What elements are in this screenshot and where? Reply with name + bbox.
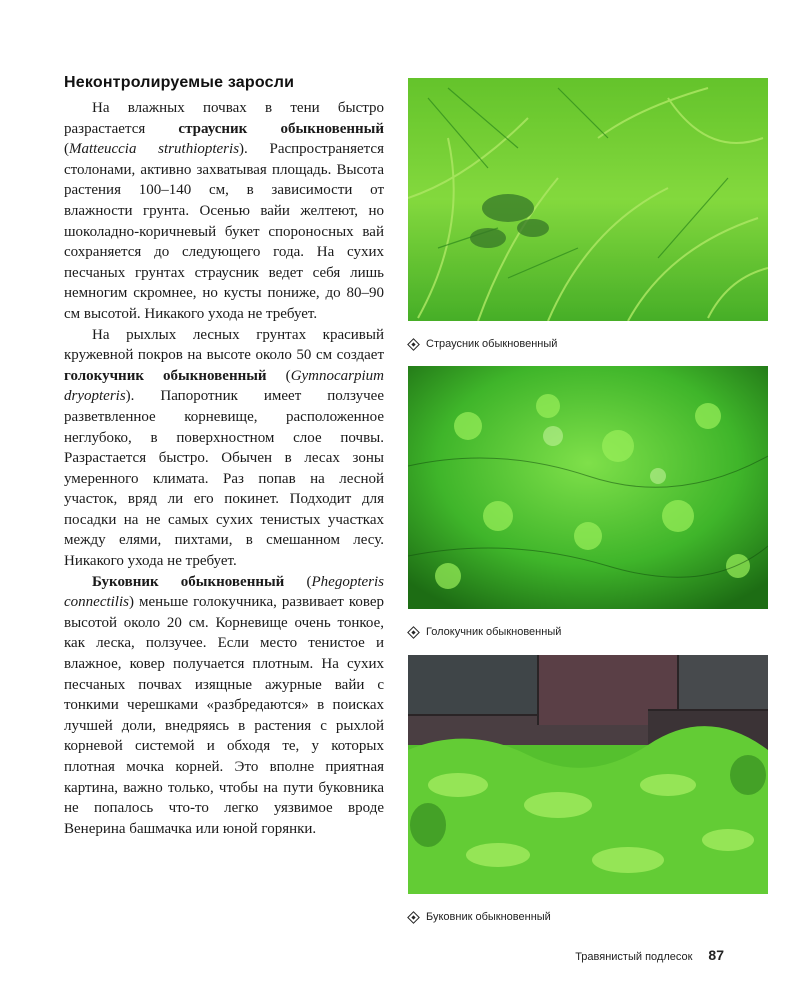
figure-caption (408, 626, 768, 638)
p3-latin-name: Phegopteris connectilis (64, 573, 384, 611)
beech-fern-photo (408, 655, 768, 894)
figure-caption (408, 338, 768, 350)
caption-text: Буковник обыкновенный (426, 911, 551, 923)
p1-text-c: ( (64, 141, 69, 158)
paragraph-ostrich-fern (64, 98, 384, 325)
p1-text-e: ). Распространяется столонами, активно захватывая площадь. Высота растения 100–140 см, в зависимости от влажности грунта. Осенью вайи желтеют, но шоколадно-коричневый букет спороносных вай сохраняется до следующего года. На сухих песчаных грунтах страусник ведет себя лишь немногим скромнее, но кусты пониже, до 80–90 см высотой. Никакого ухода не требует. (64, 141, 384, 322)
figure-ostrich-fern (408, 78, 768, 350)
running-title: Травянистый подлесок (575, 951, 693, 963)
p3-text-c: ( (284, 573, 312, 590)
page-number: 87 (708, 947, 724, 963)
page-footer (575, 947, 724, 963)
caption-text: Голокучник обыкновенный (426, 626, 562, 638)
caption-text: Страусник обыкновенный (426, 338, 558, 350)
paragraph-beech-fern (64, 572, 384, 840)
diamond-bullet-icon (408, 339, 418, 349)
ostrich-fern-photo (408, 78, 768, 321)
figure-oak-fern (408, 366, 768, 638)
p2-text-a: На рыхлых лесных грунтах красивый кружевной покров на высоте около 50 см создает (64, 326, 384, 364)
p1-bold-name: страусник обыкновенный (178, 120, 384, 137)
diamond-bullet-icon (408, 627, 418, 637)
p1-latin-name: Matteuccia struthiopteris (69, 141, 240, 158)
oak-fern-photo (408, 366, 768, 609)
figure-beech-fern (408, 655, 768, 923)
diamond-bullet-icon (408, 912, 418, 922)
paragraph-oak-fern (64, 325, 384, 572)
p2-latin-name: Gymnocarpium dryopteris (64, 367, 385, 405)
p2-text-e: ). Папоротник имеет ползучее разветвленное корневище, расположенное неглубоко, в поверхностном слое почвы. Разрастается быстро. Обычен в лесах зоны умеренного климата. Раз попав на лесной участок, вряд ли его покинет. Подходит для посадки на не самых сухих тенистых участках между елями, пихтами, в смешанном лесу. Никакого ухода не требует. (64, 388, 384, 570)
p3-bold-name: Буковник обыкновенный (92, 573, 285, 590)
figure-caption (408, 911, 768, 923)
text-column (64, 74, 384, 839)
p1-text-a: На влажных почвах в тени быстро разрастается (64, 100, 384, 137)
p2-text-c: ( (266, 367, 291, 384)
p2-bold-name: голокучник обыкновенный (64, 367, 267, 384)
p3-text-e: ) меньше голокучника, развивает ковер высотой около 20 см. Корневище очень тонкое, как леска, ползучее. Если место тенистое и влажное, ковер получается плотным. На сухих песчаных почвах изящные ажурные вайи с тонкими черешками «разбредаются» в поисках лучшей доли, внедряясь в растения с рыхлой корневой системой и обходя те, у которых плотная мочка корней. Это вполне приятная картина, важно только, чтобы на пути буковника не попалось что-то легко уязвимое вроде Венерина башмачка или юной горянки. (64, 594, 384, 837)
section-title: Неконтролируемые заросли (64, 74, 295, 91)
